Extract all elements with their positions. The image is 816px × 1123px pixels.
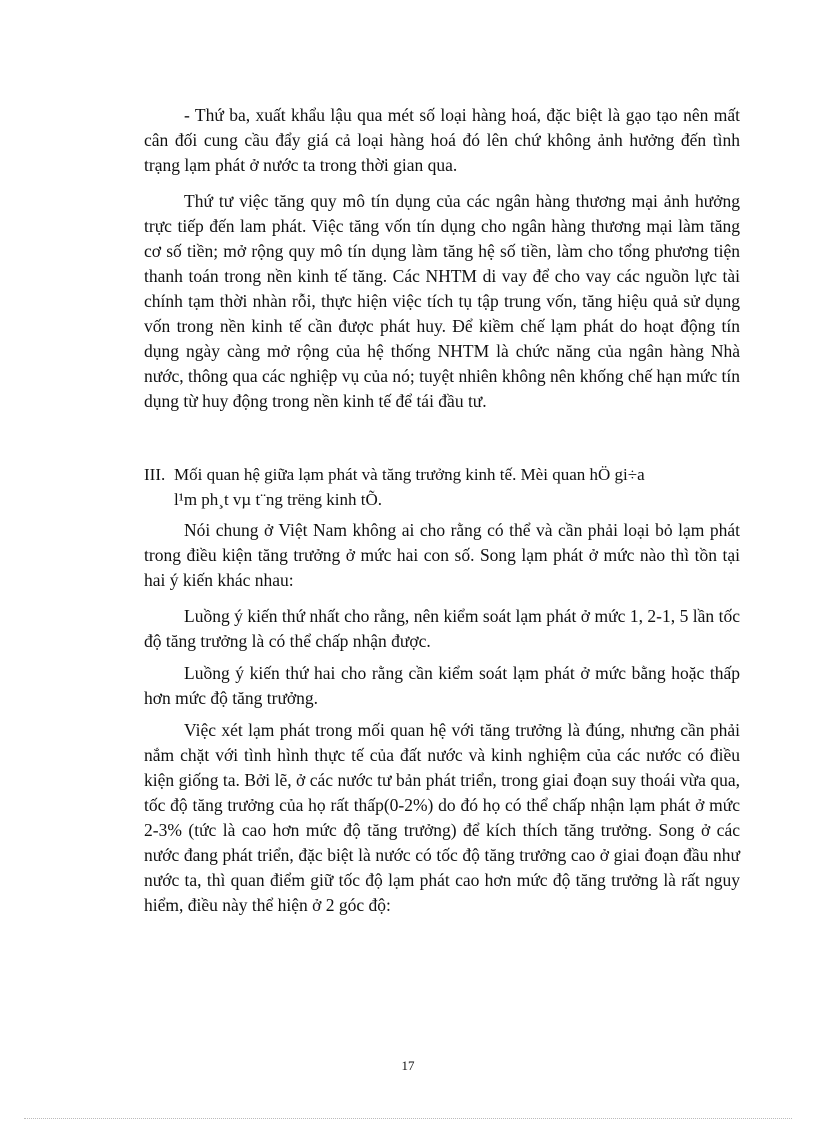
section-heading bbox=[144, 462, 740, 512]
paragraph-credit-expansion: Thứ tư việc tăng quy mô tín dụng của các ngân hàng thương mại ảnh hưởng trực tiếp đến lam phát. Việc tăng vốn tín dụng cho ngân hàng thương mại làm tăng cơ số tiền; mở rộng quy mô tín dụng làm tăng hệ số tiền, làm cho tổng phương tiện thanh toán trong nền kinh tế tăng. Các NHTM di vay để cho vay các nguồn lực tài chính tạm thời nhàn rỗi, thực hiện việc tích tụ tập trung vốn, tăng hiệu quả sử dụng vốn trong nền kinh tế cần được phát huy. Để kiềm chế lạm phát do hoạt động tín dụng ngày càng mở rộng của hệ thống NHTM là chức năng của ngân hàng Nhà nước, thông qua các nghiệp vụ của nó; tuyệt nhiên không nên khống chế hạn mức tín dụng từ huy động trong nền kinh tế để tái đầu tư. bbox=[144, 191, 740, 411]
page-number: 17 bbox=[401, 1058, 415, 1073]
section-title-line2: l¹m ph¸t vµ t¨ng trëng kinh tÕ. bbox=[174, 490, 383, 509]
paragraph-analysis: Việc xét lạm phát trong mối quan hệ với tăng trưởng là đúng, nhưng cần phải nắm chặt với tình hình thực tế của đất nước và kinh nghiệm của các nước có điều kiện giống ta. Bởi lẽ, ở các nước tư bản phát triển, trong giai đoạn suy thoái vừa qua, tốc độ tăng trưởng của họ rất thấp(0-2%) do đó họ có thể chấp nhận lạm phát ở mức 2-3% (tức là cao hơn mức độ tăng trưởng) để kích thích tăng trưởng. Song ở các nước đang phát triển, đặc biệt là nước có tốc độ tăng trưởng cao ở giai đoạn đầu như nước ta, thì quan điểm giữ tốc độ lạm phát cao hơn mức độ tăng trưởng là rất nguy hiểm, điều này thể hiện ở 2 góc độ: bbox=[144, 720, 740, 915]
paragraph-first-opinion: Luồng ý kiến thứ nhất cho rằng, nên kiểm soát lạm phát ở mức 1, 2-1, 5 lần tốc độ tăng trưởng là có thể chấp nhận được. bbox=[144, 606, 740, 651]
page-bottom-divider bbox=[24, 1118, 792, 1119]
section-title-line1: Mối quan hệ giữa lạm phát và tăng trưởng kinh tế. Mèi quan hÖ gi÷a bbox=[174, 465, 645, 484]
section-number: III. bbox=[144, 465, 166, 484]
paragraph-second-opinion: Luồng ý kiến thứ hai cho rằng cần kiểm soát lạm phát ở mức bằng hoặc thấp hơn mức độ tăng trưởng. bbox=[144, 663, 740, 708]
paragraph-overview: Nói chung ở Việt Nam không ai cho rằng có thể và cần phải loại bỏ lạm phát trong điều kiện tăng trưởng ở mức hai con số. Song lạm phát ở mức nào thì tồn tại hai ý kiến khác nhau: bbox=[144, 520, 740, 590]
paragraph-export-smuggling: - Thứ ba, xuất khẩu lậu qua mét số loại hàng hoá, đặc biệt là gạo tạo nên mất cân đối cung cầu đẩy giá cả loại hàng hoá đó lên chứ không ảnh hưởng đến tình trạng lạm phát ở nước ta trong thời gian qua. bbox=[144, 105, 740, 175]
